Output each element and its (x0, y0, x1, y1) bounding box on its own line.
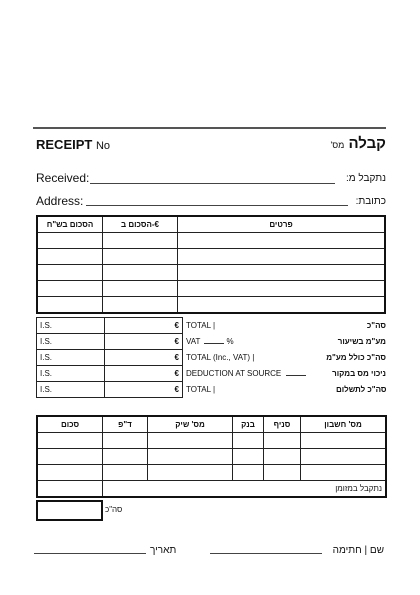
currency-is-label: I.S. (40, 385, 53, 394)
deduction-he-label: ניכוי מס במקור (332, 369, 386, 378)
cell[interactable] (103, 249, 178, 265)
total-en-label: TOTAL (186, 321, 211, 330)
cell[interactable] (148, 433, 233, 449)
currency-is-label: I.S. (40, 321, 53, 330)
cell[interactable] (301, 465, 387, 481)
cell[interactable] (301, 449, 387, 465)
vat-percent-field[interactable] (204, 343, 224, 344)
cell[interactable] (103, 297, 178, 314)
summary-table (36, 317, 390, 398)
summary-row-total-to-pay (37, 382, 390, 398)
cell[interactable] (37, 465, 103, 481)
summary-nis-cell[interactable] (37, 382, 105, 398)
header-amount: סכום (37, 416, 103, 433)
cell[interactable] (103, 449, 148, 465)
cell[interactable] (37, 433, 103, 449)
table-row (37, 265, 385, 281)
summary-label-cell (183, 382, 390, 398)
total-inc-vat-he-label: סה"כ כולל מע"מ (326, 353, 386, 362)
cell[interactable] (264, 465, 301, 481)
receipt-no-en-label: No (95, 140, 111, 152)
total-to-pay-en-label: TOTAL (186, 385, 211, 394)
summary-row-vat (37, 334, 390, 350)
euro-symbol: € (174, 385, 179, 394)
deduction-field[interactable] (286, 375, 306, 376)
receipt-title-en (36, 137, 110, 152)
summary-eur-cell[interactable] (105, 318, 183, 334)
cell[interactable] (264, 433, 301, 449)
received-field[interactable] (90, 183, 335, 184)
summary-nis-cell[interactable] (37, 366, 105, 382)
cash-amount-cell[interactable] (37, 481, 103, 498)
receipt-en-label: RECEIPT (36, 137, 93, 152)
separator: | (212, 385, 216, 394)
header-amount-eur: הסכום ב-€ (103, 216, 178, 233)
summary-nis-cell[interactable] (37, 350, 105, 366)
currency-is-label: I.S. (40, 353, 53, 362)
vat-he-label: מע"מ בשיעור (337, 337, 386, 346)
cell[interactable] (301, 433, 387, 449)
cell[interactable] (233, 465, 264, 481)
total-he-label: סה"כ (366, 321, 386, 330)
euro-symbol: € (174, 369, 179, 378)
cell[interactable] (233, 433, 264, 449)
cell[interactable] (37, 233, 103, 249)
table-row (37, 449, 386, 465)
header-check-no: מס' שיק (148, 416, 233, 433)
summary-label-cell (183, 334, 390, 350)
cell[interactable] (103, 465, 148, 481)
received-he-label: נתקבל מ: (345, 173, 386, 184)
name-signature-label: שם | חתימה (332, 545, 384, 556)
cell[interactable] (178, 281, 386, 297)
cell[interactable] (178, 233, 386, 249)
percent-sign: % (226, 337, 234, 346)
summary-label-cell (183, 366, 390, 382)
table-row (37, 465, 386, 481)
cell[interactable] (37, 297, 103, 314)
cell[interactable] (264, 449, 301, 465)
total-to-pay-he-label: סה"כ לתשלום (335, 385, 387, 394)
header-amount-nis: הסכום בש"ח (37, 216, 103, 233)
table-row (37, 297, 385, 314)
summary-eur-cell[interactable] (105, 350, 183, 366)
currency-is-label: I.S. (40, 337, 53, 346)
top-divider (33, 127, 386, 129)
payment-total-label: סה"כ (105, 505, 123, 514)
date-label: תאריך (150, 545, 177, 556)
receipt-no-he-label: מס' (330, 140, 345, 150)
table-row (37, 433, 386, 449)
summary-eur-cell[interactable] (105, 334, 183, 350)
payment-table (36, 415, 387, 498)
cell[interactable] (103, 433, 148, 449)
header-date: ד"פ (103, 416, 148, 433)
total-inc-vat-en-label: TOTAL (Inc., VAT) (186, 353, 251, 362)
summary-eur-cell[interactable] (105, 366, 183, 382)
cell[interactable] (103, 233, 178, 249)
summary-nis-cell[interactable] (37, 334, 105, 350)
cell[interactable] (103, 265, 178, 281)
cash-row (37, 481, 386, 498)
cell[interactable] (148, 449, 233, 465)
address-he-label: כתובת: (355, 196, 386, 207)
euro-symbol: € (174, 353, 179, 362)
cell[interactable] (148, 465, 233, 481)
deduction-en-label: DEDUCTION AT SOURCE (186, 369, 282, 378)
header-branch: סניף (264, 416, 301, 433)
cell[interactable] (178, 297, 386, 314)
summary-nis-cell[interactable] (37, 318, 105, 334)
items-table (36, 215, 386, 314)
table-row (37, 249, 385, 265)
cell[interactable] (37, 281, 103, 297)
name-signature-field[interactable] (210, 553, 322, 554)
euro-symbol: € (174, 337, 179, 346)
date-field[interactable] (34, 553, 146, 554)
cell[interactable] (37, 449, 103, 465)
cell[interactable] (233, 449, 264, 465)
cell[interactable] (178, 265, 386, 281)
currency-is-label: I.S. (40, 369, 53, 378)
cell[interactable] (37, 249, 103, 265)
summary-label-cell (183, 318, 390, 334)
summary-row-deduction (37, 366, 390, 382)
header-bank: בנק (233, 416, 264, 433)
summary-label-cell (183, 350, 390, 366)
separator: | (212, 321, 216, 330)
address-en-label: Address: (36, 194, 84, 208)
vat-en-label: VAT (186, 337, 201, 346)
received-en-label: Received: (36, 171, 90, 185)
header-details: פרטים (178, 216, 386, 233)
summary-row-total (37, 318, 390, 334)
cell[interactable] (178, 249, 386, 265)
receipt-he-label: קבלה (348, 135, 386, 152)
separator: | (252, 353, 255, 362)
table-row (37, 233, 385, 249)
payment-total-field[interactable] (36, 500, 103, 521)
summary-row-total-inc-vat (37, 350, 390, 366)
table-row (37, 281, 385, 297)
summary-eur-cell[interactable] (105, 382, 183, 398)
header-account-no: מס' חשבון (301, 416, 387, 433)
receipt-title-he (330, 135, 386, 152)
address-field[interactable] (86, 205, 348, 206)
cell[interactable] (103, 281, 178, 297)
items-header-row (37, 216, 385, 233)
cell[interactable] (37, 265, 103, 281)
euro-symbol: € (174, 321, 179, 330)
cash-label: נתקבל במזומן (103, 481, 387, 498)
payment-header-row (37, 416, 386, 433)
